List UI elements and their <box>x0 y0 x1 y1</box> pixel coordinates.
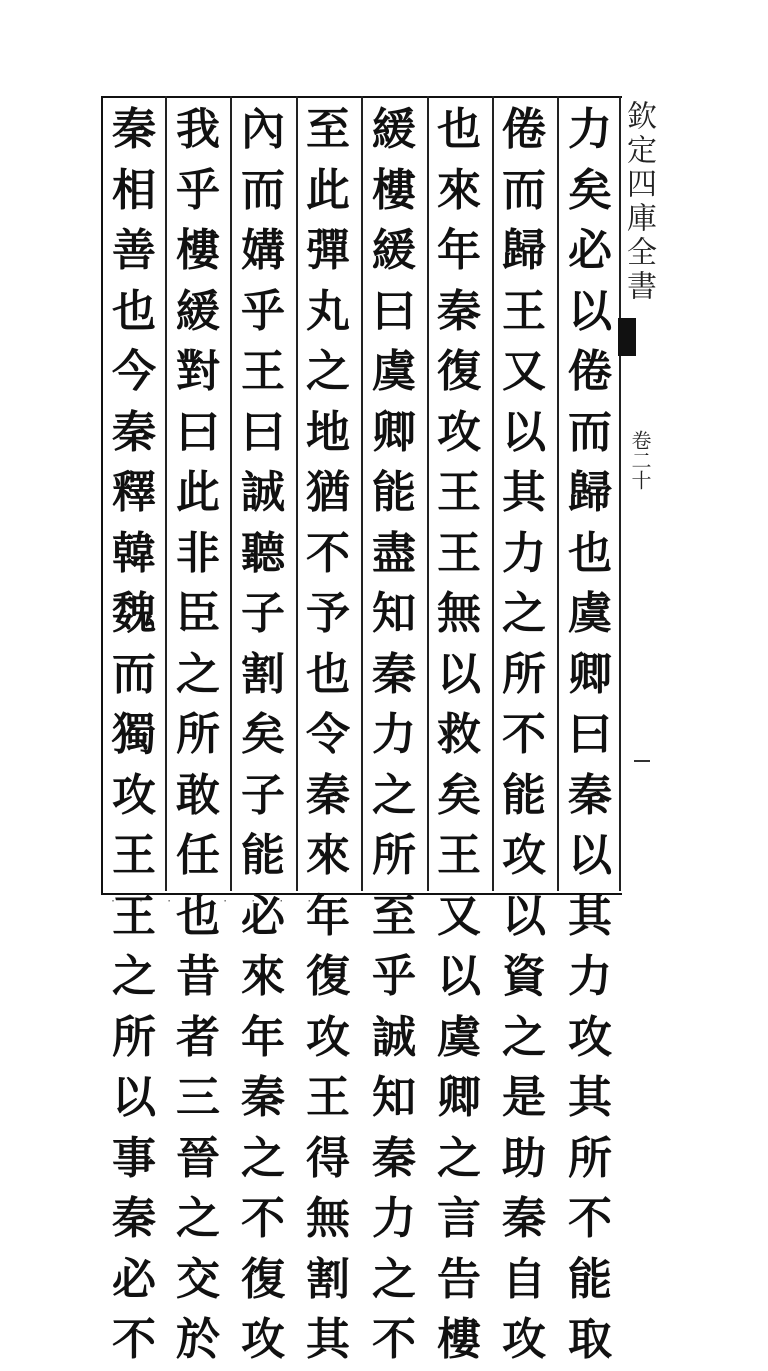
glyph: 矣 <box>437 769 481 821</box>
glyph: 力 <box>568 104 612 155</box>
glyph: 緩 <box>176 285 220 337</box>
glyph: 虞 <box>437 1011 481 1063</box>
glyph: 秦 <box>306 769 350 821</box>
glyph: 秦 <box>568 769 612 821</box>
glyph: 曰 <box>176 406 220 458</box>
glyph: 秦 <box>112 406 156 458</box>
glyph: 也 <box>176 890 220 942</box>
glyph: 倦 <box>502 104 546 155</box>
glyph: 而 <box>112 648 156 700</box>
glyph: 自 <box>502 1253 546 1305</box>
glyph: 能 <box>502 769 546 821</box>
glyph: 復 <box>437 346 481 397</box>
glyph: 不 <box>372 1314 416 1365</box>
glyph: 之 <box>176 648 220 700</box>
glyph: 秦 <box>372 648 416 700</box>
glyph: 其 <box>502 467 546 518</box>
glyph: 此 <box>306 164 350 216</box>
glyph: 來 <box>306 830 350 881</box>
glyph: 來 <box>437 164 481 216</box>
glyph: 至 <box>306 104 350 155</box>
glyph: 以 <box>502 406 546 458</box>
text-column-1 <box>560 100 620 1365</box>
glyph: 卿 <box>568 648 612 700</box>
glyph: 歸 <box>502 225 546 276</box>
glyph: 不 <box>568 1193 612 1244</box>
glyph: 攻 <box>306 1011 350 1063</box>
glyph: 王 <box>112 890 156 942</box>
glyph: 所 <box>502 648 546 700</box>
glyph: 以 <box>437 951 481 1002</box>
glyph: 之 <box>372 769 416 821</box>
glyph: 以 <box>502 890 546 942</box>
text-column-6 <box>233 100 293 1365</box>
fishtail-mark <box>618 318 636 356</box>
glyph: 必 <box>241 890 285 942</box>
glyph: 能 <box>568 1253 612 1305</box>
glyph: 事 <box>112 1132 156 1184</box>
glyph: 誠 <box>241 467 285 518</box>
glyph: 聽 <box>241 527 285 579</box>
glyph: 來 <box>241 951 285 1002</box>
glyph: 地 <box>306 406 350 458</box>
glyph: 我 <box>176 104 220 155</box>
glyph: 王 <box>112 830 156 881</box>
glyph: 彈 <box>306 225 350 276</box>
text-column-2 <box>494 100 554 1365</box>
glyph: 救 <box>437 709 481 760</box>
glyph: 王 <box>306 1072 350 1123</box>
glyph: 臣 <box>176 588 220 639</box>
glyph: 以 <box>568 285 612 337</box>
glyph: 緩 <box>372 104 416 155</box>
bottom-specks: · · · · · · · · · <box>110 896 349 907</box>
glyph: 王 <box>241 346 285 397</box>
glyph: 晉 <box>176 1132 220 1184</box>
glyph: 以 <box>437 648 481 700</box>
glyph: 秦 <box>437 285 481 337</box>
glyph: 敢 <box>176 769 220 821</box>
glyph: 能 <box>241 830 285 881</box>
glyph: 丸 <box>306 285 350 337</box>
margin-tick <box>634 760 650 762</box>
text-column-7 <box>168 100 228 1365</box>
glyph: 卿 <box>437 1072 481 1123</box>
glyph: 力 <box>502 527 546 579</box>
glyph: 其 <box>568 890 612 942</box>
glyph: 不 <box>306 527 350 579</box>
glyph: 資 <box>502 951 546 1002</box>
glyph: 魏 <box>112 588 156 639</box>
glyph: 而 <box>502 164 546 216</box>
glyph: 於 <box>176 1314 220 1365</box>
glyph: 韓 <box>112 527 156 579</box>
glyph: 者 <box>176 1011 220 1063</box>
glyph: 緩 <box>372 225 416 276</box>
glyph: 媾 <box>241 225 285 276</box>
glyph: 必 <box>568 225 612 276</box>
column-rule <box>557 96 559 891</box>
glyph: 王 <box>502 285 546 337</box>
glyph: 以 <box>112 1072 156 1123</box>
glyph: 樓 <box>372 164 416 216</box>
glyph: 王 <box>437 830 481 881</box>
glyph: 不 <box>502 709 546 760</box>
glyph: 攻 <box>502 830 546 881</box>
glyph: 助 <box>502 1132 546 1184</box>
glyph: 秦 <box>241 1072 285 1123</box>
glyph: 割 <box>241 648 285 700</box>
glyph: 攻 <box>437 406 481 458</box>
glyph: 也 <box>568 527 612 579</box>
glyph: 盡 <box>372 527 416 579</box>
glyph: 乎 <box>241 285 285 337</box>
glyph: 樓 <box>437 1314 481 1365</box>
glyph: 卿 <box>372 406 416 458</box>
glyph: 倦 <box>568 346 612 397</box>
glyph: 秦 <box>502 1193 546 1244</box>
margin-volume-label: 卷二十 <box>628 430 652 490</box>
glyph: 攻 <box>568 1011 612 1063</box>
glyph: 是 <box>502 1072 546 1123</box>
glyph: 知 <box>372 1072 416 1123</box>
glyph: 言 <box>437 1193 481 1244</box>
glyph: 矣 <box>241 709 285 760</box>
glyph: 力 <box>372 709 416 760</box>
text-column-8 <box>104 100 164 1365</box>
glyph: 年 <box>437 225 481 276</box>
glyph: 攻 <box>241 1314 285 1365</box>
glyph: 曰 <box>372 285 416 337</box>
glyph: 以 <box>568 830 612 881</box>
glyph: 予 <box>306 588 350 639</box>
glyph: 其 <box>306 1314 350 1365</box>
column-rule <box>230 96 232 891</box>
glyph: 乎 <box>176 164 220 216</box>
glyph: 王 <box>437 467 481 518</box>
glyph: 也 <box>112 285 156 337</box>
glyph: 任 <box>176 830 220 881</box>
glyph: 昔 <box>176 951 220 1002</box>
glyph: 得 <box>306 1132 350 1184</box>
glyph: 攻 <box>112 769 156 821</box>
glyph: 而 <box>241 164 285 216</box>
glyph: 年 <box>306 890 350 942</box>
glyph: 虞 <box>568 588 612 639</box>
glyph: 無 <box>306 1193 350 1244</box>
glyph: 之 <box>372 1253 416 1305</box>
glyph: 今 <box>112 346 156 397</box>
glyph: 復 <box>306 951 350 1002</box>
glyph: 誠 <box>372 1011 416 1063</box>
glyph: 之 <box>306 346 350 397</box>
glyph: 曰 <box>568 709 612 760</box>
glyph: 而 <box>568 406 612 458</box>
glyph: 秦 <box>112 1193 156 1244</box>
glyph: 釋 <box>112 467 156 518</box>
column-rule <box>165 96 167 891</box>
glyph: 令 <box>306 709 350 760</box>
glyph: 對 <box>176 346 220 397</box>
glyph: 也 <box>437 104 481 155</box>
glyph: 此 <box>176 467 220 518</box>
glyph: 又 <box>502 346 546 397</box>
glyph: 至 <box>372 890 416 942</box>
glyph: 割 <box>306 1253 350 1305</box>
glyph: 子 <box>241 769 285 821</box>
glyph: 所 <box>568 1132 612 1184</box>
glyph: 非 <box>176 527 220 579</box>
glyph: 取 <box>568 1314 612 1365</box>
glyph: 曰 <box>241 406 285 458</box>
glyph: 復 <box>241 1253 285 1305</box>
glyph: 交 <box>176 1253 220 1305</box>
glyph: 力 <box>568 951 612 1002</box>
glyph: 也 <box>306 648 350 700</box>
glyph: 無 <box>437 588 481 639</box>
glyph: 矣 <box>568 164 612 216</box>
glyph: 不 <box>241 1193 285 1244</box>
glyph: 獨 <box>112 709 156 760</box>
glyph: 之 <box>241 1132 285 1184</box>
glyph: 樓 <box>176 225 220 276</box>
glyph: 所 <box>176 709 220 760</box>
glyph: 之 <box>502 588 546 639</box>
glyph: 能 <box>372 467 416 518</box>
text-column-3 <box>429 100 489 1365</box>
margin-book-title: 欽定四庫全書 <box>621 100 656 304</box>
glyph: 攻 <box>502 1314 546 1365</box>
glyph: 不 <box>112 1314 156 1365</box>
glyph: 告 <box>437 1253 481 1305</box>
glyph: 之 <box>437 1132 481 1184</box>
glyph: 所 <box>372 830 416 881</box>
glyph: 乎 <box>372 951 416 1002</box>
glyph: 三 <box>176 1072 220 1123</box>
glyph: 相 <box>112 164 156 216</box>
glyph: 其 <box>568 1072 612 1123</box>
glyph: 之 <box>502 1011 546 1063</box>
glyph: 秦 <box>372 1132 416 1184</box>
glyph: 又 <box>437 890 481 942</box>
glyph: 力 <box>372 1193 416 1244</box>
glyph: 王 <box>437 527 481 579</box>
glyph: 知 <box>372 588 416 639</box>
glyph: 子 <box>241 588 285 639</box>
glyph: 善 <box>112 225 156 276</box>
glyph: 之 <box>112 951 156 1002</box>
glyph: 所 <box>112 1011 156 1063</box>
glyph: 內 <box>241 104 285 155</box>
glyph: 秦 <box>112 104 156 155</box>
text-column-5 <box>298 100 358 1365</box>
text-column-4 <box>364 100 424 1365</box>
glyph: 猶 <box>306 467 350 518</box>
glyph: 必 <box>112 1253 156 1305</box>
column-rule <box>361 96 363 891</box>
glyph: 虞 <box>372 346 416 397</box>
glyph: 年 <box>241 1011 285 1063</box>
glyph: 歸 <box>568 467 612 518</box>
glyph: 之 <box>176 1193 220 1244</box>
